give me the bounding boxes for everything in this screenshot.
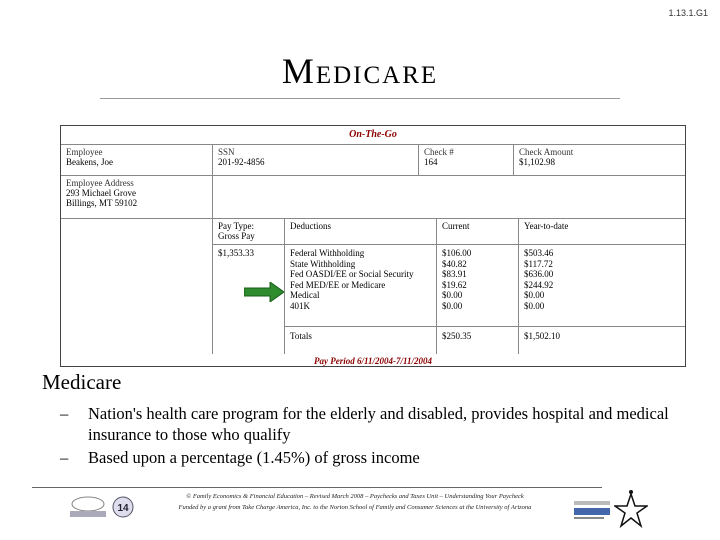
section-heading: Medicare [42,370,122,394]
deduction-current: $106.00 [442,248,472,258]
unit-14-logo-number: 14 [117,503,129,514]
check-amount-cell [514,145,685,175]
address-label: Employee Address [66,178,134,188]
deduction-ytd: $503.46 [524,248,554,258]
deduction-current: $0.00 [442,300,463,311]
deduction-ytd: $117.72 [524,258,553,269]
deduction-name: Medical [290,290,320,300]
check-amount-value: $1,102.98 [519,157,555,167]
check-number-value: 164 [424,157,438,167]
address-cell [61,176,213,218]
current-values [437,245,518,327]
gross-pay-value: $1,353.33 [218,248,254,258]
bullet-list [60,403,680,470]
check-amount-label: Check Amount [519,147,574,157]
title-divider [100,98,620,99]
totals-label: Totals [290,331,312,341]
deductions-header: Deductions [285,219,436,245]
ssn-cell [213,145,419,175]
deduction-name: State Withholding [290,258,356,269]
deduction-ytd: $244.92 [524,279,554,290]
stub-row-deductions [61,219,685,354]
employee-value: Beakens, Joe [66,157,113,167]
footer-divider [32,487,602,488]
employee-cell [61,145,213,175]
blank-left-cell [61,219,213,354]
total-ytd: $1,502.10 [524,331,560,341]
stub-row-top [61,145,685,176]
paycheck-stub [60,125,686,367]
deduction-ytd: $636.00 [524,269,554,279]
deduction-current: $0.00 [442,290,463,300]
address-spacer [213,176,685,218]
stub-company-name: On-The-Go [61,126,685,145]
ytd-column [519,219,685,354]
deduction-current: $40.82 [442,258,467,269]
current-header: Current [437,219,518,245]
pay-type-value: Gross Pay [218,231,255,241]
deduction-ytd: $0.00 [524,290,545,300]
footer [140,491,570,513]
footer-funding: Funded by a grant from Take Charge America, Inc. to the Norton School of Family and Consumer Sciences at the University of Arizona [178,504,532,511]
slide-number: 1.13.1.G1 [668,8,708,18]
address-line-1: 293 Michael Grove [66,188,136,198]
footer-copyright: © Family Economics & Financial Education – Revised March 2008 – Paychecks and Taxes Unit – Understanding Your Paycheck [186,493,524,500]
deduction-current: $19.62 [442,279,467,290]
bullet-text: Based upon a percentage (1.45%) of gross income [88,448,420,467]
deductions-column [285,219,437,354]
ssn-value: 201-92-4856 [218,157,265,167]
ytd-values [519,245,685,327]
star-figure-logo-icon [614,488,648,530]
bullet-item [60,403,680,445]
bullet-marker: – [60,404,69,423]
address-line-2: Billings, MT 59102 [66,198,138,208]
arrow-right-icon [244,282,284,302]
deduction-name: 401K [290,300,310,311]
employee-label: Employee [66,147,103,157]
unit-14-logo-icon [112,496,134,518]
deduction-name: Federal Withholding [290,248,365,258]
check-number-cell [419,145,514,175]
bullet-item [60,447,680,468]
current-column [437,219,519,354]
pay-type-label: Pay Type: [218,221,254,231]
bullet-marker: – [60,448,69,467]
pay-type-header [213,219,284,245]
deductions-list [285,245,436,327]
take-charge-america-logo-icon [66,494,110,520]
deduction-name: Fed MED/EE or Medicare [290,279,386,290]
bullet-text: Nation's health care program for the elderly and disabled, provides hospital and medical insurance to those who qualify [88,404,669,444]
pay-period: Pay Period 6/11/2004-7/11/2004 [314,356,432,366]
ytd-header: Year-to-date [519,219,685,245]
university-of-arizona-logo-icon [570,497,614,523]
page-title: Medicare [281,51,439,91]
stub-row-address [61,176,685,219]
deduction-ytd: $0.00 [524,300,545,311]
deduction-name: Fed OASDI/EE or Social Security [290,269,414,279]
ssn-label: SSN [218,147,235,157]
deduction-current: $83.91 [442,269,467,279]
total-current: $250.35 [442,331,472,341]
check-number-label: Check # [424,147,454,157]
